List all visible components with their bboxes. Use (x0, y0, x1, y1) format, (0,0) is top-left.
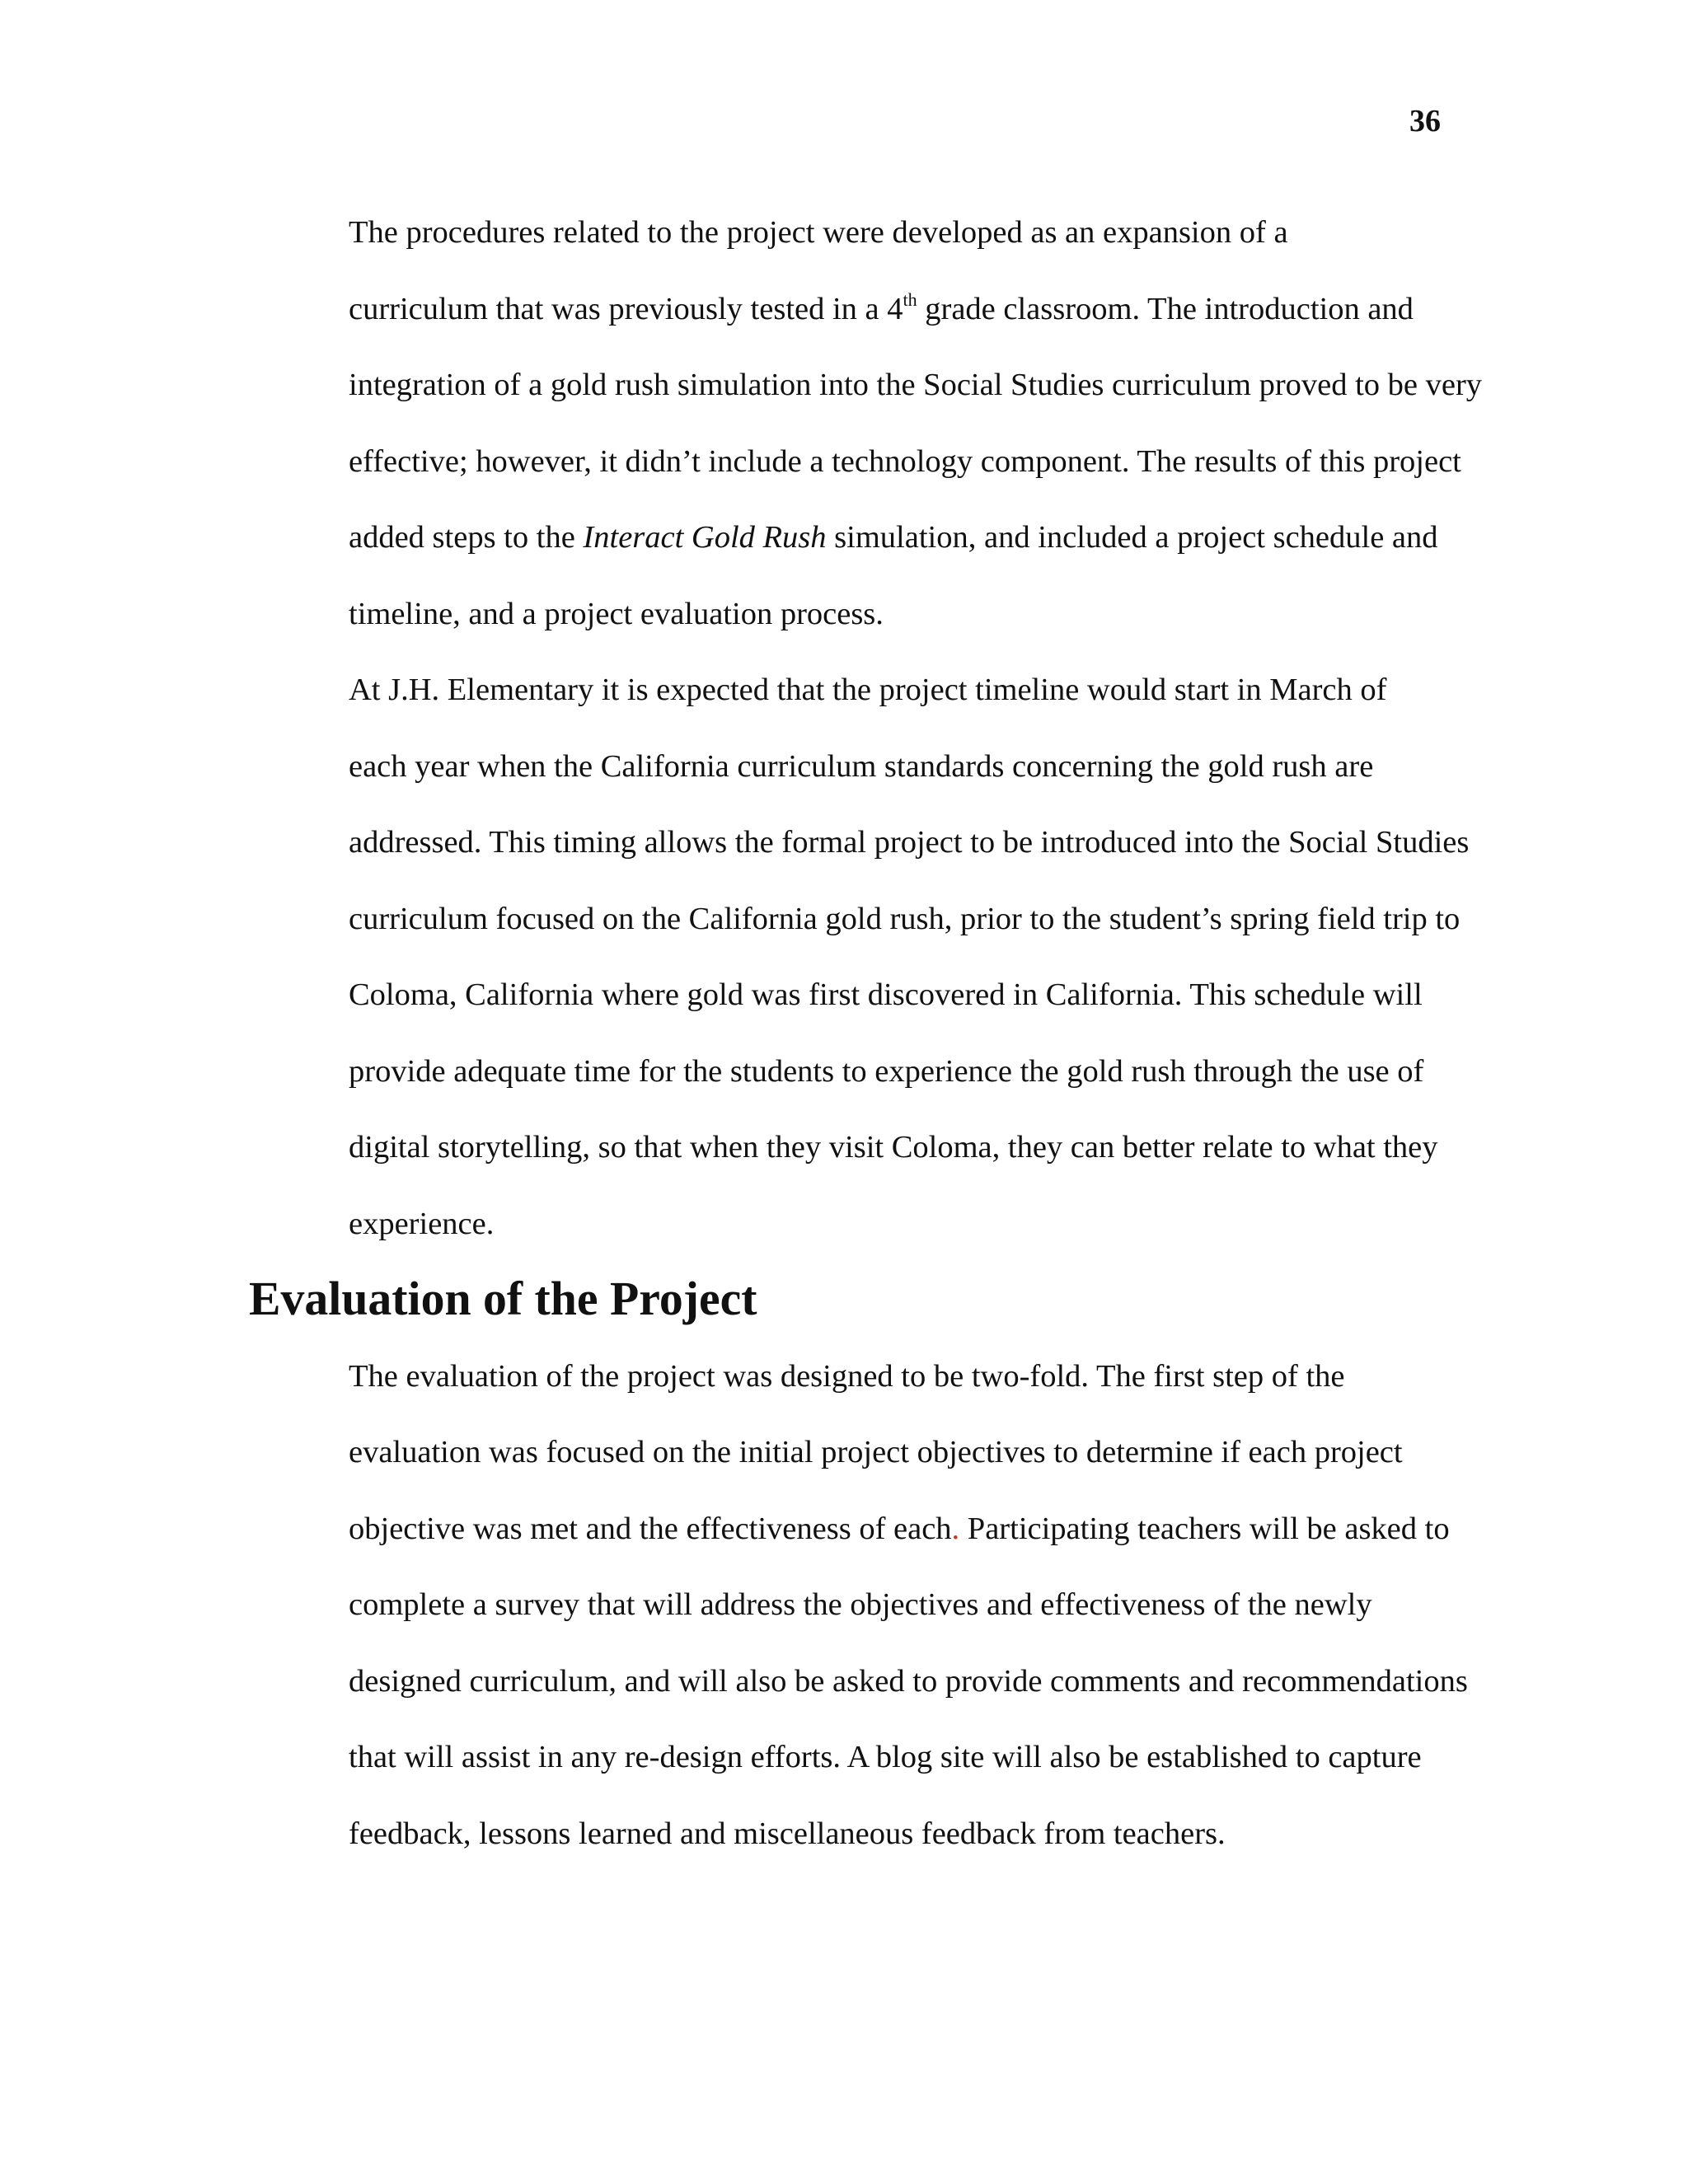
text-line: curriculum focused on the California gold rush, prior to the student’s spring field trip to (349, 901, 1461, 936)
text-run: simulation, and included a project schedule and (826, 520, 1438, 555)
text-line: At J.H. Elementary it is expected that the project timeline would start in March of (349, 673, 1387, 707)
text-line: provide adequate time for the students to experience the gold rush through the use of (349, 1053, 1424, 1089)
paragraph-evaluation (249, 1338, 1468, 1872)
text-line (249, 1491, 1452, 1568)
text-line: evaluation was focused on the initial project objectives to determine if each project (349, 1435, 1403, 1469)
red-period: . (951, 1511, 960, 1546)
text-line: experience. (349, 1206, 495, 1241)
text-line: feedback, lessons learned and miscellaneous feedback from teachers. (349, 1816, 1226, 1851)
text-run: curriculum that was previously tested in a 4 (349, 291, 903, 326)
text-line: effective; however, it didn’t include a technology component. The results of this project (349, 443, 1461, 479)
text-line: timeline, and a project evaluation process. (349, 596, 884, 631)
paragraph-procedures (249, 194, 1483, 652)
text-line: designed curriculum, and will also be asked to provide comments and recommendations (349, 1663, 1468, 1699)
text-line: digital storytelling, so that when they visit Coloma, they can better relate to what they (349, 1130, 1438, 1165)
text-line: integration of a gold rush simulation into the Social Studies curriculum proved to be very (349, 368, 1483, 402)
text-line: each year when the California curriculum standards concerning the gold rush are (349, 748, 1374, 784)
text-run: Participating teachers will be asked to (959, 1511, 1450, 1546)
text-run: grade classroom. The introduction and (917, 291, 1414, 326)
paragraph-timeline (249, 652, 1470, 1262)
text-line (249, 271, 1452, 348)
text-run: added steps to the (349, 520, 584, 555)
text-line: addressed. This timing allows the formal project to be introduced into the Social Studies (349, 825, 1470, 860)
body-text (249, 194, 1483, 1872)
section-heading: Evaluation of the Project (249, 1273, 757, 1325)
text-line (249, 499, 1452, 576)
text-line: that will assist in any re-design efforts. A blog site will also be established to capture (349, 1740, 1422, 1774)
simulation-title: Interact Gold Rush (583, 520, 827, 555)
text-run: objective was met and the effectiveness of each (349, 1511, 952, 1546)
text-line: The evaluation of the project was designed to be two-fold. The first step of the (349, 1358, 1345, 1394)
page-number: 36 (1409, 104, 1441, 138)
text-line: The procedures related to the project were developed as an expansion of a (349, 215, 1288, 250)
text-line: complete a survey that will address the objectives and effectiveness of the newly (349, 1587, 1372, 1622)
text-line: Coloma, California where gold was first discovered in California. This schedule will (349, 977, 1423, 1012)
ordinal-suffix: th (903, 288, 917, 310)
